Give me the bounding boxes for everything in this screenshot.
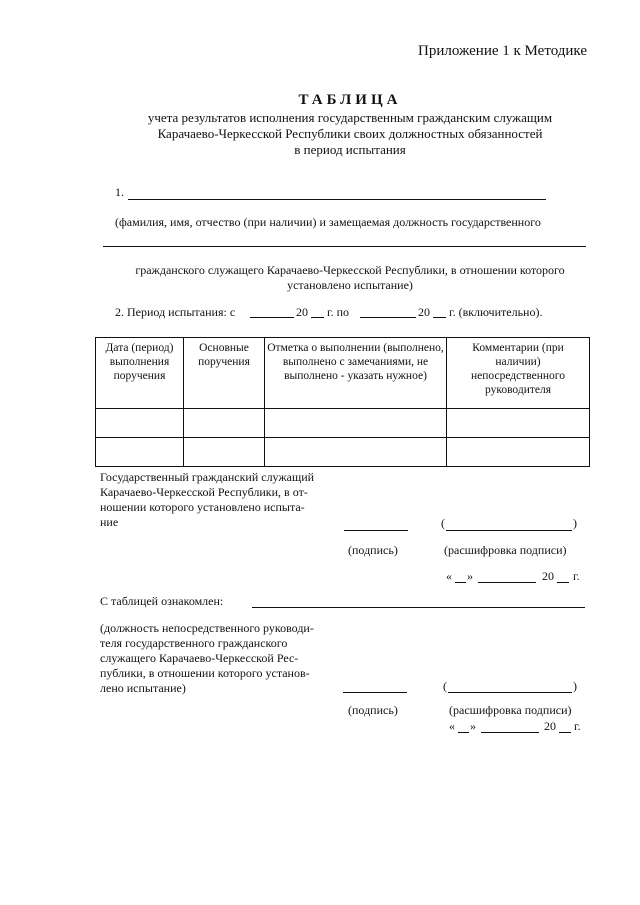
table-cell[interactable] [265,438,447,467]
sig1-year-suffix: г. [573,569,580,583]
subtitle-line: в период испытания [294,142,406,157]
sig2-decode-caption: (расшифровка подписи) [449,703,572,717]
item1-caption-line2: гражданского служащего Карачаево-Черкесской Республики, в отношении которого [135,263,565,277]
table-header-row [96,338,590,409]
acquainted-caption [100,621,314,696]
header-date: Дата (период) выполнения поручения [96,338,184,409]
period-year1: 20 [296,305,308,319]
sig2-paren-open: ( [443,679,447,693]
table-cell[interactable] [96,409,184,438]
sig2-month-line [481,732,539,733]
sig1-month-line [478,582,536,583]
sig1-decode-caption: (расшифровка подписи) [444,543,567,557]
appendix-label: Приложение 1 к Методике [418,43,587,59]
sig1-year-line [557,582,569,583]
period-label: 2. Период испытания: с [115,305,236,319]
acquainted-caption-line: служащего Карачаево-Черкесской Рес- [100,651,299,665]
sig2-quote-open: « [449,719,455,733]
period-from-date-line [250,317,294,318]
sig1-day-line [455,582,466,583]
acquainted-caption-line: теля государственного гражданского [100,636,288,650]
sig1-podpis-caption: (подпись) [348,543,398,557]
sig1-label-line: Государственный гражданский служащий [100,470,315,484]
sig1-decode-line [446,530,572,531]
subtitle-line: Карачаево-Черкесской Республики своих должностных обязанностей [157,126,543,141]
table-cell[interactable] [184,409,265,438]
table-row [96,409,590,438]
sig2-quote-close: » [470,719,476,733]
item1-caption-block [90,263,610,293]
period-mid: г. по [327,305,349,319]
sig2-paren-close: ) [573,679,577,693]
results-table [95,337,590,467]
document-title: ТАБЛИЦА [298,92,402,108]
item1-name-line [128,199,546,200]
sig2-year-line [559,732,571,733]
sig1-label-line: ние [100,515,119,529]
header-mark: Отметка о выполнении (выполнено, выполнено с замечаниями, не выполнено - указать нужное) [265,338,447,409]
sig2-day-line [458,732,469,733]
sig1-year: 20 [542,569,554,583]
header-tasks: Основные поручения [184,338,265,409]
sig1-quote-close: » [467,569,473,583]
sig2-year: 20 [544,719,556,733]
sig2-year-suffix: г. [574,719,581,733]
period-year2: 20 [418,305,430,319]
sig1-signature-line [344,530,408,531]
sig1-label-line: ношении которого установлено испыта- [100,500,305,514]
table-cell[interactable] [447,409,590,438]
item1-number: 1. [115,185,124,199]
acquainted-caption-line: (должность непосредственного руководи- [100,621,314,635]
sig2-podpis-caption: (подпись) [348,703,398,717]
period-year1-line [311,317,324,318]
sig1-paren-open: ( [441,516,445,530]
period-end: г. (включительно). [449,305,543,319]
sig2-decode-line [448,692,572,693]
document-subtitle [90,110,610,158]
table-cell[interactable] [184,438,265,467]
sig1-paren-close: ) [573,516,577,530]
table-cell[interactable] [447,438,590,467]
item1-position-line [103,246,586,247]
acquainted-label: С таблицей ознакомлен: [100,594,224,608]
header-comments: Комментарии (при наличии) непосредственного руководителя [447,338,590,409]
period-to-date-line [360,317,416,318]
acquainted-line [252,607,585,608]
acquainted-caption-line: лено испытание) [100,681,186,695]
item1-caption-line1: (фамилия, имя, отчество (при наличии) и замещаемая должность государственного [115,215,541,229]
table-row [96,438,590,467]
item1-caption-line3: установлено испытание) [287,278,413,292]
table-cell[interactable] [265,409,447,438]
sig2-signature-line [343,692,407,693]
acquainted-caption-line: публики, в отношении которого установ- [100,666,310,680]
subtitle-line: учета результатов исполнения государственным гражданским служащим [147,110,553,125]
table-cell[interactable] [96,438,184,467]
sig1-label-line: Карачаево-Черкесской Республики, в от- [100,485,308,499]
period-year2-line [433,317,446,318]
sig1-label [100,470,314,530]
sig1-quote-open: « [446,569,452,583]
